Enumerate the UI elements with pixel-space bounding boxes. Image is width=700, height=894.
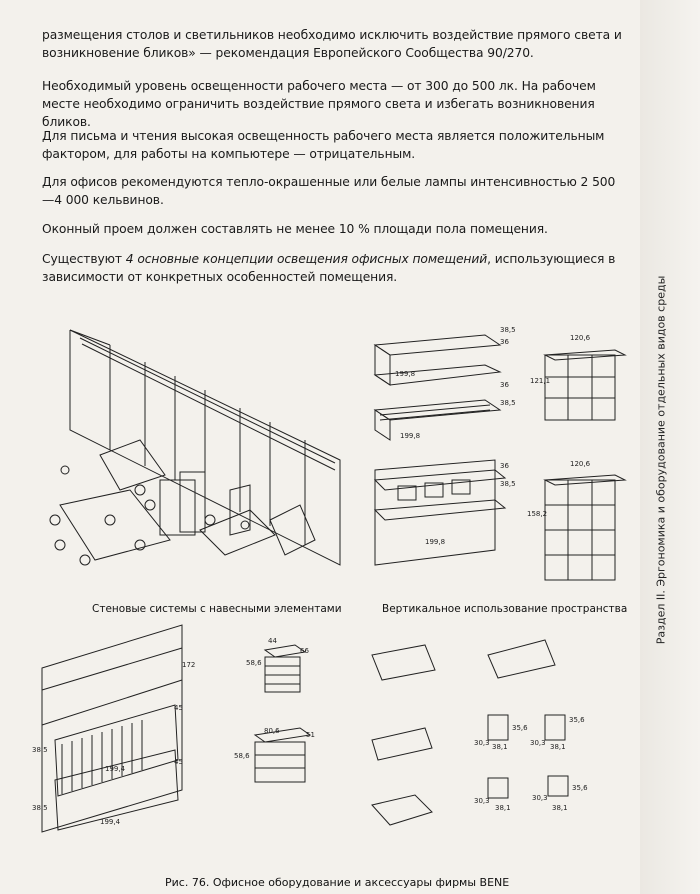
dim-bookcase-small-a: 120,6	[570, 334, 591, 342]
dim-bookcase-small-b: 121,1	[530, 377, 551, 385]
dim-shelf2-b: 38,5	[500, 399, 516, 407]
dim-shelf3-c: 199,8	[425, 538, 446, 546]
dim-drawer-large-b: 51	[306, 731, 315, 739]
paragraph-2: Необходимый уровень освещенности рабочего места — от 300 до 500 лк. На рабочем месте необходимо ограничить воздействие прямого света и избегать возникновения бликов.	[42, 79, 596, 129]
dim-wall-e: 45	[174, 758, 183, 766]
dim-wall-g: 199,4	[100, 818, 121, 826]
dim-shelf3-b: 38,5	[500, 480, 516, 488]
wall-panel-illustration	[42, 625, 182, 832]
dim-box4-b: 30,3	[532, 794, 548, 802]
paragraph-3: Для письма и чтения высокая освещенность рабочего места является положительным фактором, для работы на компьютере — отрицательным.	[42, 129, 605, 161]
concept-emphasis: 4 основные концепции освещения офисных помещений	[125, 252, 488, 266]
dim-box4-c: 38,1	[552, 804, 568, 812]
paragraph-1: размещения столов и светильников необходимо исключить воздействие прямого света и возникновение бликов» — рекомендация Европейского Сообщества 90/270.	[42, 28, 622, 60]
dim-drawer-large-c: 58,6	[234, 752, 250, 760]
dim-drawer-small-a: 44	[268, 637, 277, 645]
dim-shelf1-b: 36	[500, 338, 509, 346]
paragraph-5: Оконный проем должен составлять не менее 10 % площади пола помещения.	[42, 222, 548, 236]
dim-wall-f: 38,5	[32, 804, 48, 812]
concept-text-end: , использующиеся в зависимости от конкретных особенностей помещения.	[42, 252, 616, 284]
dim-box1-c: 38,1	[492, 743, 508, 751]
dim-box1-b: 30,3	[474, 739, 490, 747]
dim-wall-c: 38,5	[32, 746, 48, 754]
dimension-labels	[32, 326, 591, 826]
caption-vertical-space: Вертикальное использование пространства	[382, 603, 628, 615]
dim-drawer-small-b: 66	[300, 647, 309, 655]
dim-bookcase-large-a: 120,6	[570, 460, 591, 468]
dim-box3-b: 38,1	[495, 804, 511, 812]
dim-box1-a: 35,6	[512, 724, 528, 732]
caption-wall-systems: Стеновые системы с навесными элементами	[92, 603, 342, 615]
dim-shelf1-c: 199,8	[395, 370, 416, 378]
dim-wall-b: 45	[174, 704, 183, 712]
dim-box3-a: 30,3	[474, 797, 490, 805]
dim-shelf3-a: 36	[500, 462, 509, 470]
dim-shelf1-a: 38,5	[500, 326, 516, 334]
dim-box2-c: 38,1	[550, 743, 566, 751]
dim-box2-a: 35,6	[569, 716, 585, 724]
dim-bookcase-large-b: 158,2	[527, 510, 548, 518]
dim-drawer-small-c: 58,6	[246, 659, 262, 667]
dim-drawer-large-a: 80,6	[264, 727, 280, 735]
dim-wall-d: 199,4	[105, 765, 126, 773]
figure-caption: Рис. 76. Офисное оборудование и аксессуары фирмы BENE	[165, 876, 510, 889]
dim-shelf2-c: 199,8	[400, 432, 421, 440]
drawer-unit-illustrations	[255, 645, 310, 782]
concept-text-start: Существуют	[42, 252, 126, 266]
dim-box4-a: 35,6	[572, 784, 588, 792]
section-side-header: Раздел II. Эргономика и оборудование отдельных видов среды	[654, 275, 668, 645]
paragraph-4: Для офисов рекомендуются тепло-окрашенные или белые лампы интенсивностью 2 500—4 000 кельвинов.	[42, 175, 616, 207]
dim-box2-b: 30,3	[530, 739, 546, 747]
office-scene-illustration	[50, 330, 340, 565]
dim-wall-a: 172	[182, 661, 196, 669]
dim-shelf2-a: 36	[500, 381, 509, 389]
